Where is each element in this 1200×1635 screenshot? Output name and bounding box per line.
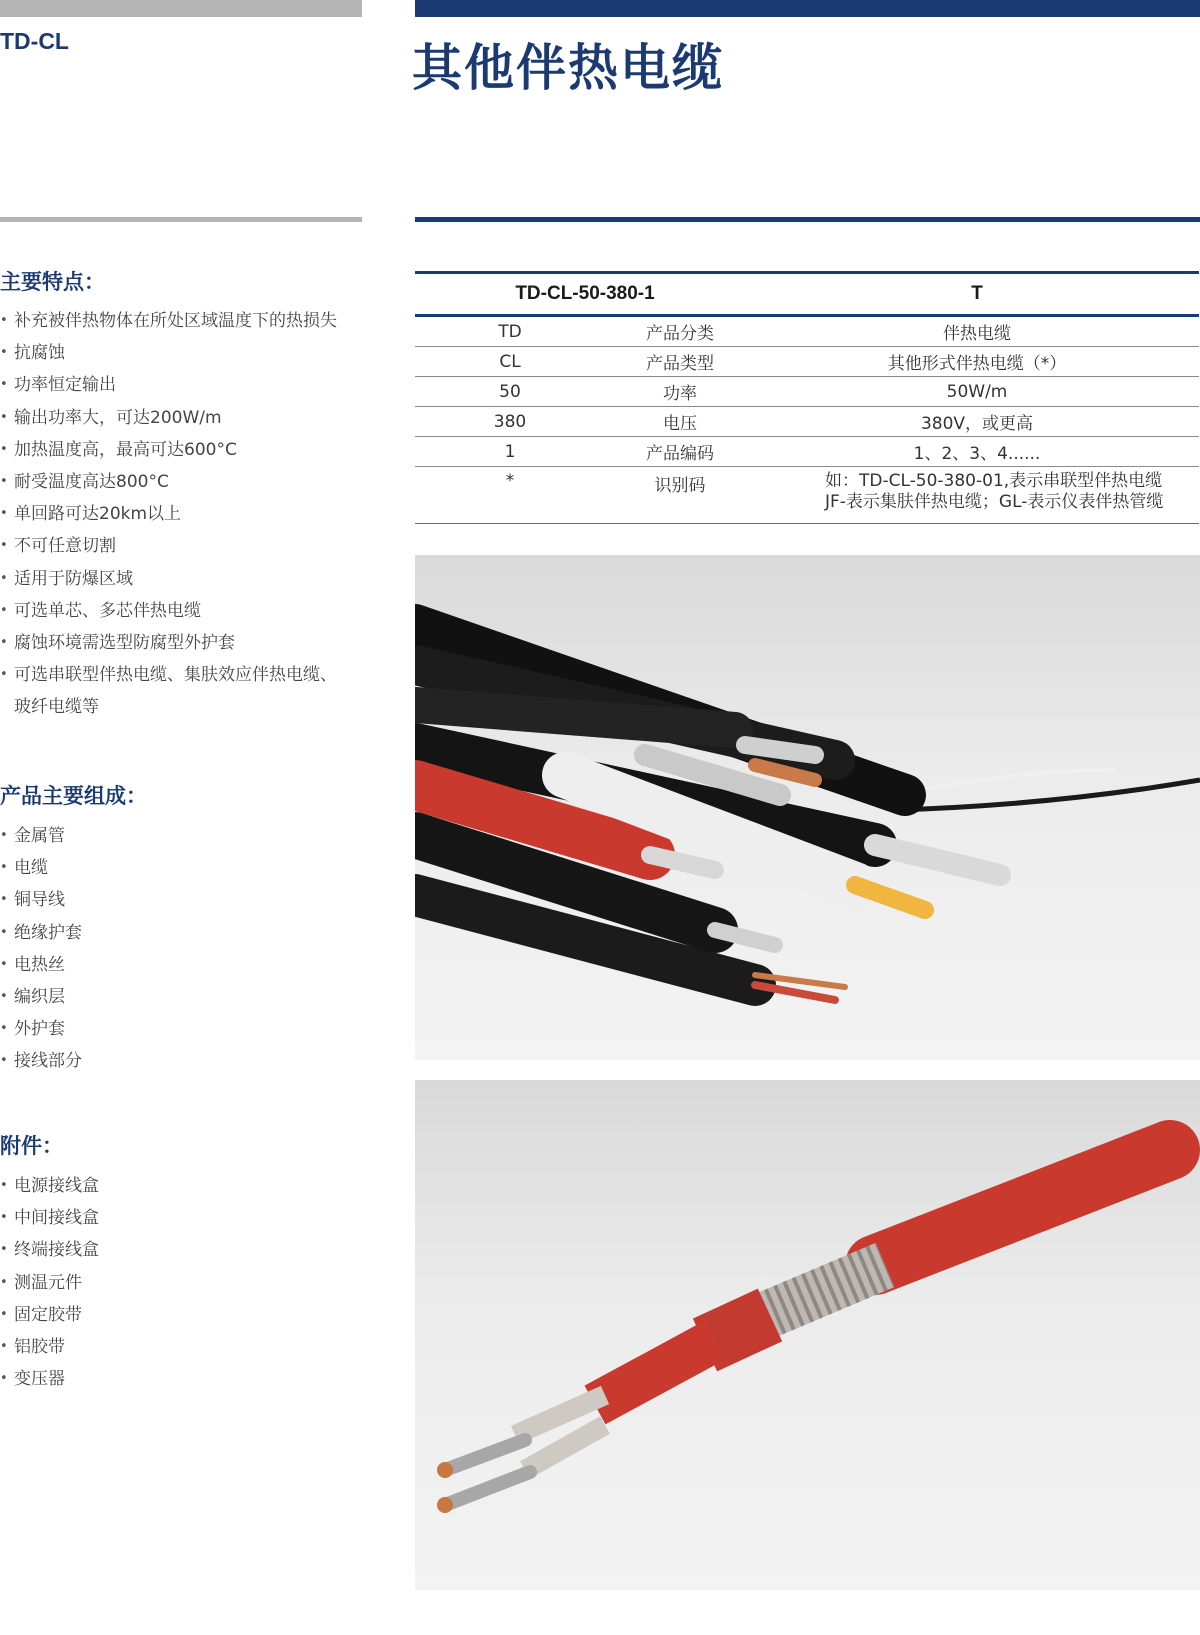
list-item: • 终端接线盒 bbox=[0, 1234, 360, 1266]
list-item: • 编织层 bbox=[0, 981, 360, 1013]
cell-desc-line: 如：TD-CL-50-380-01,表示串联型伴热电缆 bbox=[825, 471, 1163, 491]
table-row bbox=[415, 377, 1199, 407]
list-item: • 中间接线盒 bbox=[0, 1202, 360, 1234]
cell-code: * bbox=[415, 467, 605, 524]
list-item: • 固定胶带 bbox=[0, 1299, 360, 1331]
mid-right-navy-bar bbox=[415, 217, 1200, 222]
model-code-table bbox=[415, 271, 1199, 524]
cell-code: CL bbox=[415, 347, 605, 377]
red-cable-photo bbox=[415, 1080, 1200, 1590]
list-item: • 变压器 bbox=[0, 1363, 360, 1395]
list-item: • 单回路可达20km以上 bbox=[0, 498, 400, 530]
list-item: • 电源接线盒 bbox=[0, 1170, 360, 1202]
table-row bbox=[415, 437, 1199, 467]
list-item: • 适用于防爆区域 bbox=[0, 563, 400, 595]
cell-name: 产品类型 bbox=[605, 347, 755, 377]
model-code: TD-CL bbox=[0, 28, 69, 54]
components-list bbox=[0, 820, 360, 1078]
list-item: • 腐蚀环境需选型防腐型外护套 bbox=[0, 627, 400, 659]
list-item: • 可选串联型伴热电缆、集肤效应伴热电缆、 bbox=[0, 659, 400, 691]
list-item: • 抗腐蚀 bbox=[0, 337, 400, 369]
accessories-heading: 附件： bbox=[0, 1134, 63, 1158]
cell-desc: 其他形式伴热电缆（*） bbox=[755, 347, 1199, 377]
list-item: • 外护套 bbox=[0, 1013, 360, 1045]
table-header-t: T bbox=[755, 273, 1199, 316]
cell-name: 功率 bbox=[605, 377, 755, 407]
features-heading: 主要特点： bbox=[0, 270, 105, 294]
cell-code: 1 bbox=[415, 437, 605, 467]
cell-name: 产品分类 bbox=[605, 316, 755, 347]
cell-desc: 380V，或更高 bbox=[755, 407, 1199, 437]
list-item: • 金属管 bbox=[0, 820, 360, 852]
cell-name: 电压 bbox=[605, 407, 755, 437]
cell-code: 50 bbox=[415, 377, 605, 407]
table-row bbox=[415, 347, 1199, 377]
list-item: • 绝缘护套 bbox=[0, 917, 360, 949]
cable-bundle-illustration bbox=[415, 555, 1200, 1060]
table-row bbox=[415, 407, 1199, 437]
list-item: • 接线部分 bbox=[0, 1045, 360, 1077]
table-row bbox=[415, 316, 1199, 347]
top-right-navy-bar bbox=[415, 0, 1200, 17]
list-item: • 补充被伴热物体在所处区域温度下的热损失 bbox=[0, 305, 400, 337]
cell-name: 识别码 bbox=[605, 467, 755, 524]
cell-desc bbox=[755, 467, 1199, 524]
cell-desc: 1、2、3、4...... bbox=[755, 437, 1199, 467]
list-item: • 不可任意切割 bbox=[0, 530, 400, 562]
features-list bbox=[0, 305, 400, 724]
cell-desc-line: JF-表示集肤伴热电缆；GL-表示仪表伴热管缆 bbox=[825, 492, 1164, 512]
accessories-list bbox=[0, 1170, 360, 1395]
list-item: • 功率恒定输出 bbox=[0, 369, 400, 401]
table-header-code: TD-CL-50-380-1 bbox=[415, 273, 755, 316]
list-item: • 耐受温度高达800°C bbox=[0, 466, 400, 498]
cable-bundle-photo bbox=[415, 555, 1200, 1060]
cell-name: 产品编码 bbox=[605, 437, 755, 467]
cell-desc: 伴热电缆 bbox=[755, 316, 1199, 347]
components-heading: 产品主要组成： bbox=[0, 784, 147, 808]
list-item: • 输出功率大，可达200W/m bbox=[0, 402, 400, 434]
cell-desc: 50W/m bbox=[755, 377, 1199, 407]
list-item: • 可选单芯、多芯伴热电缆 bbox=[0, 595, 400, 627]
list-item: • 测温元件 bbox=[0, 1267, 360, 1299]
table-header-row bbox=[415, 273, 1199, 316]
list-item: • 加热温度高，最高可达600°C bbox=[0, 434, 400, 466]
list-item: • 铝胶带 bbox=[0, 1331, 360, 1363]
cell-code: TD bbox=[415, 316, 605, 347]
list-item: • 电缆 bbox=[0, 852, 360, 884]
red-cable-illustration bbox=[415, 1080, 1200, 1590]
list-item-continuation: 玻纤电缆等 bbox=[14, 697, 99, 718]
page-title: 其他伴热电缆 bbox=[412, 39, 724, 97]
list-item: • 铜导线 bbox=[0, 884, 360, 916]
mid-left-gray-bar bbox=[0, 217, 362, 222]
cell-code: 380 bbox=[415, 407, 605, 437]
list-item: • 电热丝 bbox=[0, 949, 360, 981]
table-row bbox=[415, 467, 1199, 524]
top-left-gray-bar bbox=[0, 0, 362, 17]
